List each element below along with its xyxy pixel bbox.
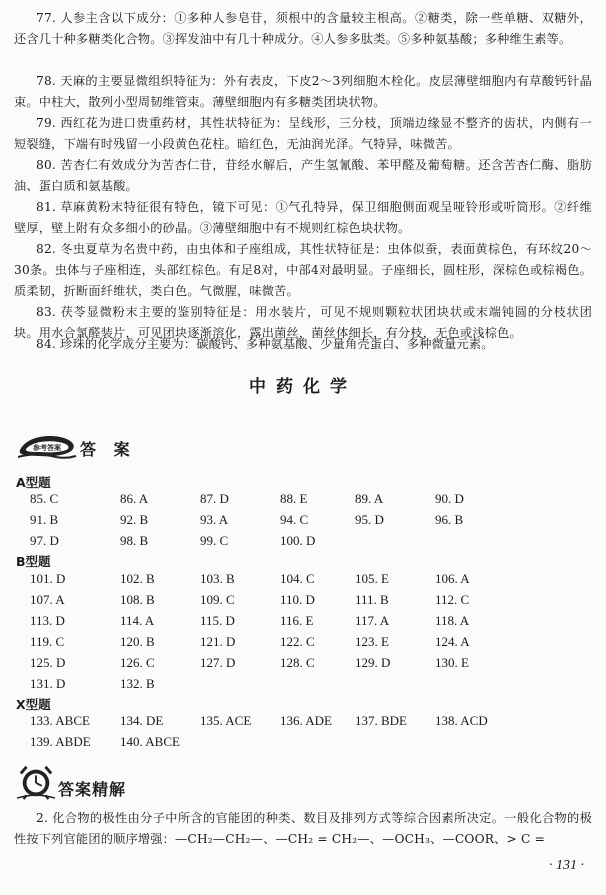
explanation-paragraph: 2. 化合物的极性由分子中所含的官能团的种类、数目及排列方式等综合因素所决定。一般化合物的极性按下列官能团的顺序增强：—CH₂—CH₂—、—CH₂ = CH₂—、—OCH₃、—COOR、> C =	[14, 811, 592, 846]
answer-129: 129. D	[355, 655, 391, 670]
answer-133: 133. ABCE	[30, 713, 90, 728]
answer-136: 136. ADE	[280, 713, 332, 728]
section-title: 中药化学	[249, 377, 357, 397]
answer-124: 124. A	[435, 634, 470, 649]
answer-87: 87. D	[200, 491, 229, 506]
answer-137: 137. BDE	[355, 713, 407, 728]
answer-104: 104. C	[280, 571, 315, 586]
answer-122: 122. C	[280, 634, 315, 649]
answer-86: 86. A	[120, 491, 149, 506]
paragraph-82: 82. 冬虫夏草为名贵中药，由虫体和子座组成，其性状特征是：虫体似蚕，表面黄棕色，有环纹20～30条。虫体与子座相连，头部红棕色。有足8对，中部4对最明显。子座细长，圆柱形，深棕色或棕褐色。质柔韧，折断面纤维状，类白色。气微腥，味微苦。	[14, 242, 592, 298]
answer-100: 100. D	[280, 533, 316, 548]
answer-95: 95. D	[355, 512, 384, 527]
answer-92: 92. B	[120, 512, 149, 527]
answer-113: 113. D	[30, 613, 65, 628]
answer-115: 115. D	[200, 613, 235, 628]
paragraph-83: 83. 茯苓显微粉末主要的鉴别特征是：用水装片，可见不规则颗粒状团块状或末端钝圆的分枝状团块。用水合氯醛装片，可见团块逐渐溶化，露出菌丝，菌丝体细长，有分枝，无色或浅棕色。	[14, 305, 592, 340]
answer-111: 111. B	[355, 592, 389, 607]
answer-117: 117. A	[355, 613, 390, 628]
explanation-heading	[16, 764, 126, 800]
alarm-clock-icon	[16, 764, 56, 800]
answer-101: 101. D	[30, 571, 66, 586]
answer-badge-icon	[16, 430, 78, 460]
paragraph-78: 78. 天麻的主要显微组织特征为：外有表皮，下皮2～3列细胞木栓化。皮层薄壁细胞内有草酸钙针晶束。中柱大，散列小型周韧维管束。薄壁细胞内有多糖类团块状物。	[14, 74, 592, 109]
answer-103: 103. B	[200, 571, 235, 586]
answer-heading-text: 答 案	[80, 440, 136, 459]
answer-97: 97. D	[30, 533, 59, 548]
answer-138: 138. ACD	[435, 713, 488, 728]
answer-96: 96. B	[435, 512, 464, 527]
answer-128: 128. C	[280, 655, 315, 670]
answer-heading	[16, 424, 136, 460]
answer-112: 112. C	[435, 592, 470, 607]
answer-114: 114. A	[120, 613, 155, 628]
answer-125: 125. D	[30, 655, 66, 670]
page-number: · 131 ·	[549, 858, 584, 873]
paragraph-77: 77. 人参主含以下成分：①多种人参皂苷，须根中的含量较主根高。②糖类，除一些单糖、双糖外，还含几十种多糖类化合物。③挥发油中有几十种成分。④人参多肽类。⑤多种氨基酸；多种维生素等。	[14, 11, 592, 46]
answer-88: 88. E	[280, 491, 308, 506]
answer-85: 85. C	[30, 491, 59, 506]
answer-109: 109. C	[200, 592, 235, 607]
answer-94: 94. C	[280, 512, 309, 527]
answer-134: 134. DE	[120, 713, 164, 728]
answer-106: 106. A	[435, 571, 470, 586]
answer-119: 119. C	[30, 634, 65, 649]
answer-120: 120. B	[120, 634, 155, 649]
answer-139: 139. ABDE	[30, 734, 91, 749]
answer-107: 107. A	[30, 592, 65, 607]
answer-99: 99. C	[200, 533, 229, 548]
x-type-label: X型题	[16, 697, 51, 712]
answer-123: 123. E	[355, 634, 389, 649]
b-type-label: B型题	[16, 554, 51, 569]
answer-116: 116. E	[280, 613, 314, 628]
answer-91: 91. B	[30, 512, 59, 527]
paragraph-80: 80. 苦杏仁有效成分为苦杏仁苷，苷经水解后，产生氢氰酸、苯甲醛及葡萄糖。还含苦杏仁酶、脂肪油、蛋白质和氨基酸。	[14, 158, 592, 193]
answer-93: 93. A	[200, 512, 229, 527]
answer-126: 126. C	[120, 655, 155, 670]
explanation-heading-text: 答案精解	[58, 780, 127, 799]
answer-140: 140. ABCE	[120, 734, 180, 749]
answer-132: 132. B	[120, 676, 155, 691]
answer-105: 105. E	[355, 571, 389, 586]
answer-135: 135. ACE	[200, 713, 252, 728]
answer-118: 118. A	[435, 613, 470, 628]
answer-131: 131. D	[30, 676, 66, 691]
answer-90: 90. D	[435, 491, 464, 506]
answer-121: 121. D	[200, 634, 236, 649]
svg-text:参考答案: 参考答案	[33, 444, 61, 452]
answer-130: 130. E	[435, 655, 469, 670]
answer-110: 110. D	[280, 592, 315, 607]
answer-108: 108. B	[120, 592, 155, 607]
a-type-label: A型题	[16, 475, 51, 490]
answer-98: 98. B	[120, 533, 149, 548]
paragraph-79: 79. 西红花为进口贵重药材，其性状特征为：呈线形，三分枝，顶端边缘显不整齐的齿状，内侧有一短裂缝，下端有时残留一小段黄色花柱。暗红色，无油润光泽。气特异，味微苦。	[14, 116, 592, 151]
answer-102: 102. B	[120, 571, 155, 586]
answer-89: 89. A	[355, 491, 384, 506]
answer-127: 127. D	[200, 655, 236, 670]
paragraph-84: 84. 珍珠的化学成分主要为：碳酸钙、多种氨基酸、少量角壳蛋白、多种微量元素。	[36, 337, 494, 351]
paragraph-81: 81. 草麻黄粉末特征很有特色，镜下可见：①气孔特异，保卫细胞侧面观呈哑铃形或听筒形。②纤维壁厚，壁上附有众多细小的砂晶。③薄壁细胞中有不规则红棕色块状物。	[14, 200, 592, 235]
